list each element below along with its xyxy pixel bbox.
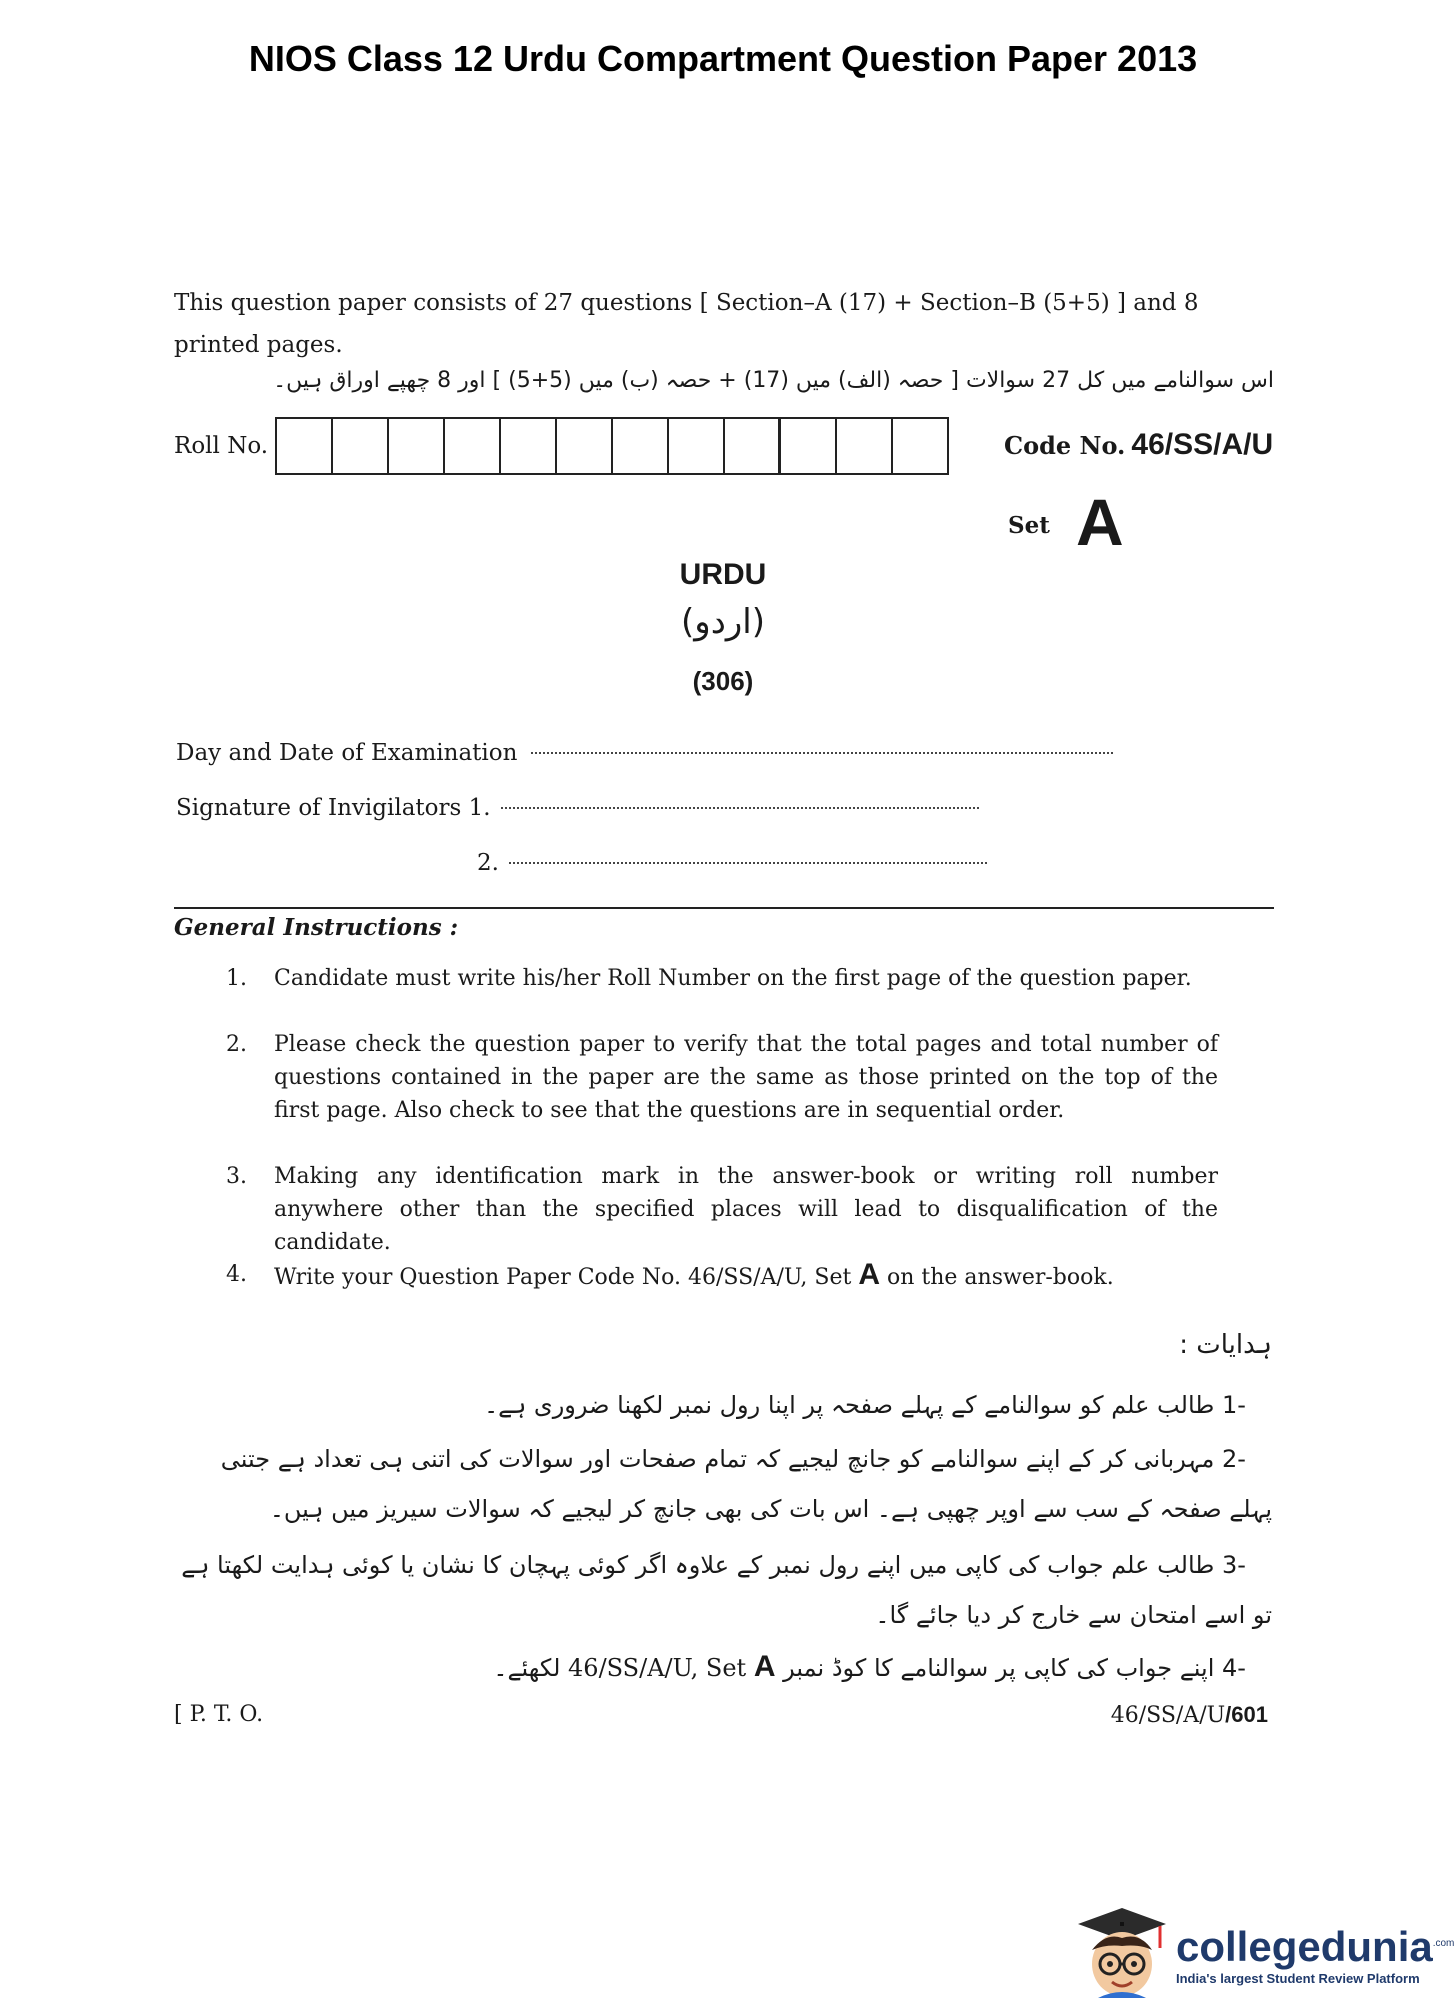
page-title: NIOS Class 12 Urdu Compartment Question Paper 2013 (248, 38, 1198, 79)
logo-suffix: .com (1432, 1938, 1454, 1949)
invigilator-1-label: Signature of Invigilators 1. (176, 795, 491, 821)
roll-number-box[interactable] (387, 417, 445, 475)
invigilator-1-field[interactable] (176, 795, 979, 821)
roll-number-box[interactable] (331, 417, 389, 475)
intro-urdu: اس سوالنامے میں کل 27 سوالات [ حصہ (الف) میں (17) + حصہ (ب) میں (5+5) ] اور 8 چھپے اوراق ہیں۔ (273, 368, 1274, 393)
roll-number-box[interactable] (667, 417, 725, 475)
footer-page-code: 46/SS/A/U/601 (1110, 1702, 1268, 1728)
urdu-instructions-title: ہدایات : (1179, 1330, 1272, 1360)
set-letter: A (1076, 485, 1124, 559)
roll-number-box[interactable] (723, 417, 781, 475)
urdu-instruction-item-4: -4 اپنے جواب کی کاپی پر سوالنامے کا کوڈ نمبر 46/SS/A/U, Set A لکھئے۔ (493, 1650, 1246, 1683)
pto-label: [ P. T. O. (174, 1702, 264, 1727)
instruction-item-3: 3. Making any identification mark in the answer-book or writing roll number anywhere other than the specified places will lead to disqualification of the candidate. (226, 1164, 1218, 1255)
roll-number-box[interactable] (835, 417, 893, 475)
exam-date-dots (531, 752, 1113, 754)
roll-number-box[interactable] (555, 417, 613, 475)
set-letter-inline: A (858, 1258, 880, 1291)
instruction-item-1: 1. Candidate must write his/her Roll Number on the first page of the question paper. (226, 966, 1192, 991)
invigilator-1-dots (501, 807, 979, 809)
roll-number-box[interactable] (891, 417, 949, 475)
roll-number-box[interactable] (499, 417, 557, 475)
invigilator-2-dots (509, 862, 987, 864)
general-instructions-title: General Instructions : (174, 914, 459, 941)
student-mascot-icon (1076, 1906, 1168, 2002)
paper-code-value: 46/SS/A/U (1131, 428, 1274, 461)
subject-english: URDU (679, 558, 767, 591)
urdu-instruction-item-1: -1 طالب علم کو سوالنامے کے پہلے صفحہ پر اپنا رول نمبر لکھنا ضروری ہے۔ (484, 1391, 1246, 1419)
roll-number-box[interactable] (275, 417, 333, 475)
intro-english: This question paper consists of 27 questions [ Section–A (17) + Section–B (5+5) ] and 8 printed pages. (174, 290, 1199, 358)
logo-tagline: India's largest Student Review Platform (1176, 1971, 1420, 1986)
logo-brand: collegedunia (1176, 1923, 1433, 1970)
urdu-instruction-item-3: -3 طالب علم جواب کی کاپی میں اپنے رول نمبر کے علاوہ اگر کوئی پہچان کا نشان یا کوئی ہدایت لکھتا ہے تو اسے امتحان سے خارج کر دیا جائے گا۔ (181, 1551, 1272, 1629)
paper-code (1004, 428, 1273, 462)
instruction-item-4: 4. Write your Question Paper Code No. 46/SS/A/U, Set A on the answer-book. (226, 1258, 1114, 1291)
exam-date-label: Day and Date of Examination (176, 740, 518, 766)
set-letter-urdu: A (753, 1650, 776, 1683)
exam-date-field[interactable] (176, 740, 1113, 766)
roll-number-label: Roll No. (174, 433, 269, 459)
instruction-item-2: 2. Please check the question paper to verify that the total pages and total number of questions contained in the paper are the same as those printed on the top of the first page. Also check to see that the questions are in sequential order. (226, 1032, 1218, 1123)
roll-number-box[interactable] (611, 417, 669, 475)
paper-code-label: Code No. (1004, 431, 1126, 460)
roll-number-box[interactable] (443, 417, 501, 475)
collegedunia-logo[interactable] (1076, 1906, 1454, 2002)
set-label: Set (1008, 512, 1050, 539)
subject-urdu: (اردو) (681, 602, 765, 642)
invigilator-2-field[interactable] (477, 850, 987, 876)
roll-number-box[interactable] (779, 417, 837, 475)
section-divider (174, 907, 1274, 909)
roll-number-boxes[interactable] (277, 417, 949, 475)
invigilator-2-label: 2. (477, 850, 499, 876)
subject-code: (306) (692, 666, 754, 696)
urdu-instruction-item-2: -2 مہربانی کر کے اپنے سوالنامے کو جانچ لیجیے کہ تمام صفحات اور سوالات کی اتنی ہی تعداد ہے جتنی پہلے صفحہ کے سب سے اوپر چھپی ہے۔ اس بات کی بھی جانچ کر لیجیے کہ سوالات سیریز میں ہیں۔ (220, 1445, 1272, 1523)
